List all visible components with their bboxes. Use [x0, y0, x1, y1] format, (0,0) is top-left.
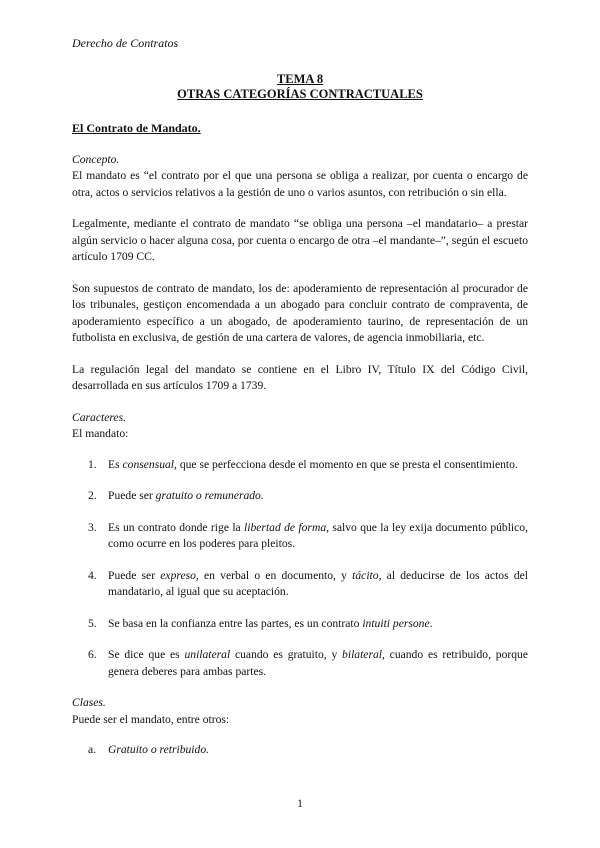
list-item	[72, 568, 528, 601]
item-emphasis: consensual	[122, 457, 175, 471]
document-body	[72, 120, 528, 759]
concepto-paragraph-2: Legalmente, mediante el contrato de mandato “se obliga una persona –el mandatario– a prestar algún servicio o hacer alguna cosa, por cuenta o encargo de otra –el mandante–”, según el escueto artículo 1709 CC.	[72, 217, 528, 263]
list-item	[72, 647, 528, 680]
item-emphasis: gratuito o remunerado.	[155, 489, 264, 502]
item-text: , al deducirse de los actos del mandatario, al igual que su aceptación.	[108, 568, 528, 598]
item-emphasis: bilateral	[342, 648, 382, 661]
item-text: Puede ser	[108, 568, 161, 582]
list-number: 2.	[88, 489, 97, 502]
title-line-1: TEMA 8	[276, 72, 324, 86]
list-item	[72, 457, 528, 474]
item-text: cuando es gratuito, y	[230, 648, 343, 661]
concepto-label: Concepto.	[72, 152, 120, 166]
list-item	[72, 616, 528, 633]
list-number: 3.	[88, 520, 97, 534]
list-item	[72, 488, 528, 505]
caracteres-label: Caracteres.	[72, 410, 126, 424]
item-text: Es	[108, 457, 123, 471]
list-item	[72, 742, 528, 759]
item-text: , cuando es retribuido, porque genera deberes para ambas partes.	[108, 648, 528, 678]
item-emphasis: expreso	[160, 568, 196, 582]
item-text: , salvo que la ley exija documento público, como ocurre en los poderes para pleitos.	[108, 520, 528, 550]
list-number: 1.	[88, 457, 97, 471]
item-text: , que se perfecciona desde el momento en que se presta el consentimiento.	[174, 457, 518, 471]
concepto-paragraph-3: Son supuestos de contrato de mandato, los de: apoderamiento de representación al procurador de los tribunales, gestiçon encomendada a un abogado para concluir contrato de compraventa, de apoderamiento específico a un abogado, de apoderamiento taurino, de representación de un futbolista en exclusiva, de gestión de una cartera de valores, de agencia inmobiliaria, etc.	[72, 281, 528, 344]
item-text: Puede ser	[108, 489, 156, 502]
item-text: Se basa en la confianza entre las partes, es un contrato	[108, 616, 363, 630]
caracteres-intro: El mandato:	[72, 427, 129, 440]
item-emphasis: Gratuito o retribuido.	[108, 743, 210, 756]
running-header: Derecho de Contratos	[72, 36, 179, 50]
item-text: Es un contrato donde rige la	[108, 520, 245, 534]
clases-label: Clases.	[72, 696, 106, 709]
page-number: 1	[297, 798, 303, 810]
item-text: Se dice que es	[108, 648, 185, 661]
title-block	[72, 72, 528, 102]
clases-list	[72, 742, 528, 759]
list-number: 6.	[88, 648, 97, 661]
item-text: , en verbal o en documento, y	[195, 568, 353, 582]
concepto-paragraph-1: El mandato es “el contrato por el que una persona se obliga a realizar, por cuenta o encargo de otra, actos o servicios relativos a la gestión de uno o varios asuntos, con retribución o sin ella.	[72, 169, 528, 199]
clases-intro: Puede ser el mandato, entre otros:	[72, 712, 230, 726]
list-letter: a.	[88, 743, 97, 756]
list-number: 5.	[88, 616, 97, 630]
list-item	[72, 520, 528, 553]
item-emphasis: intuiti persone	[362, 616, 430, 630]
section-heading: El Contrato de Mandato.	[72, 121, 201, 135]
item-text: .	[429, 616, 433, 630]
item-emphasis: unilateral	[184, 648, 231, 661]
list-number: 4.	[88, 568, 97, 582]
item-emphasis: tácito	[352, 568, 379, 582]
item-emphasis: libertad de forma	[244, 520, 327, 534]
caracteres-list	[72, 457, 528, 681]
title-line-2: OTRAS CATEGORÍAS CONTRACTUALES	[177, 87, 423, 101]
concepto-paragraph-4: La regulación legal del mandato se contiene en el Libro IV, Título IX del Código Civil, desarrollada en sus artículos 1709 a 1739.	[72, 362, 528, 392]
